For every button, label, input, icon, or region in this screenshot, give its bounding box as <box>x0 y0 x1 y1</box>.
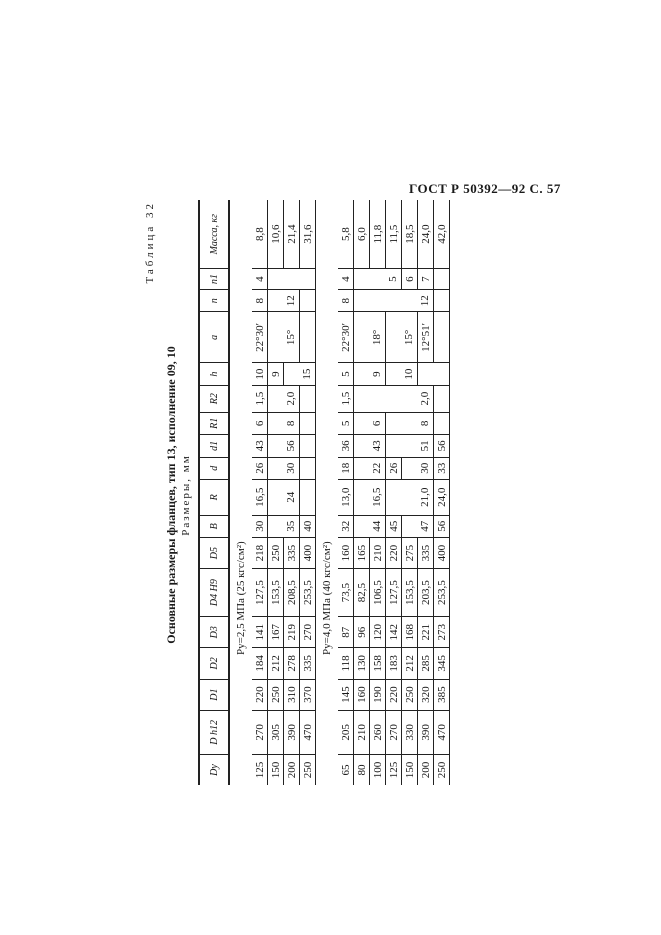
table-row <box>338 200 354 785</box>
cell-d2: 183 <box>386 648 402 679</box>
cell-d1: 51 <box>418 435 434 457</box>
cell-d1: 320 <box>418 679 434 710</box>
col-header: D h12 <box>199 710 229 754</box>
cell-r: 24 <box>284 479 300 515</box>
cell-d5: 220 <box>386 537 402 568</box>
cell-d4_h9: 106,5 <box>370 569 386 617</box>
cell-d4_h9: 82,5 <box>354 569 370 617</box>
cell-d_h12: 330 <box>402 710 418 754</box>
cell-d1: 385 <box>434 679 450 710</box>
cell-d: 30 <box>418 457 434 479</box>
cell-d3: 120 <box>370 617 386 648</box>
cell-d4_h9: 253,5 <box>434 569 450 617</box>
cell-mass: 8,8 <box>252 200 268 269</box>
cell-n1 <box>434 269 450 290</box>
cell-r1: 6 <box>370 412 386 435</box>
cell-h <box>284 363 300 385</box>
col-header: D5 <box>199 537 229 568</box>
cell-b: 45 <box>386 515 402 537</box>
cell-mass: 24,0 <box>418 200 434 269</box>
cell-n1 <box>268 269 284 290</box>
cell-n1: 5 <box>386 269 402 290</box>
section-label: Py=2,5 МПа (25 кгс/см²) <box>235 541 247 655</box>
cell-d_h12: 210 <box>354 710 370 754</box>
cell-r1: 8 <box>284 412 300 435</box>
cell-mass: 21,4 <box>284 200 300 269</box>
cell-n <box>434 290 450 312</box>
cell-r1 <box>300 412 316 435</box>
cell-d3: 168 <box>402 617 418 648</box>
col-header: n <box>199 290 229 312</box>
cell-a <box>354 312 370 363</box>
table-row <box>434 200 450 785</box>
cell-a <box>300 312 316 363</box>
cell-h <box>386 363 402 385</box>
cell-mass: 11,5 <box>386 200 402 269</box>
table-body <box>229 200 450 785</box>
cell-d4_h9: 253,5 <box>300 569 316 617</box>
cell-h <box>354 363 370 385</box>
cell-b: 30 <box>252 515 268 537</box>
cell-h: 9 <box>370 363 386 385</box>
cell-d: 18 <box>338 457 354 479</box>
cell-b: 32 <box>338 515 354 537</box>
cell-d4_h9: 73,5 <box>338 569 354 617</box>
cell-d2: 285 <box>418 648 434 679</box>
section-label-row <box>316 200 339 785</box>
cell-dy: 200 <box>284 755 300 785</box>
cell-d1: 250 <box>268 679 284 710</box>
cell-d1: 145 <box>338 679 354 710</box>
cell-n <box>354 290 370 312</box>
cell-r: 21,0 <box>418 479 434 515</box>
cell-d3: 96 <box>354 617 370 648</box>
table-title: Основные размеры фланцев, тип 13, исполнение 09, 10 <box>164 346 178 644</box>
cell-d2: 335 <box>300 648 316 679</box>
cell-dy: 65 <box>338 755 354 785</box>
cell-a: 22°30′ <box>252 312 268 363</box>
running-head: ГОСТ Р 50392—92 С. 57 <box>409 181 561 196</box>
cell-h: 9 <box>268 363 284 385</box>
cell-r2: 1,5 <box>338 385 354 412</box>
cell-d2: 345 <box>434 648 450 679</box>
cell-d5: 275 <box>402 537 418 568</box>
cell-r2 <box>370 385 386 412</box>
cell-d5: 218 <box>252 537 268 568</box>
section-label: Py=4,0 МПа (40 кгс/см²) <box>321 541 333 655</box>
cell-d1: 310 <box>284 679 300 710</box>
cell-d_h12: 470 <box>434 710 450 754</box>
cell-d_h12: 205 <box>338 710 354 754</box>
cell-d5: 160 <box>338 537 354 568</box>
cell-a: 15° <box>402 312 418 363</box>
cell-r2 <box>386 385 402 412</box>
cell-d1: 220 <box>252 679 268 710</box>
cell-n1 <box>354 269 370 290</box>
cell-d2: 212 <box>268 648 284 679</box>
cell-d4_h9: 203,5 <box>418 569 434 617</box>
cell-dy: 250 <box>300 755 316 785</box>
cell-d1: 43 <box>370 435 386 457</box>
cell-mass: 42,0 <box>434 200 450 269</box>
cell-r1: 8 <box>418 412 434 435</box>
cell-n: 8 <box>252 290 268 312</box>
flange-dimensions-table <box>198 200 450 785</box>
cell-d3: 270 <box>300 617 316 648</box>
cell-d <box>300 457 316 479</box>
cell-d1: 370 <box>300 679 316 710</box>
cell-a <box>434 312 450 363</box>
cell-d3: 142 <box>386 617 402 648</box>
cell-d4_h9: 153,5 <box>268 569 284 617</box>
cell-d <box>354 457 370 479</box>
cell-r2 <box>300 385 316 412</box>
table-row <box>370 200 386 785</box>
cell-r2 <box>434 385 450 412</box>
cell-r <box>386 479 402 515</box>
cell-n1: 4 <box>338 269 354 290</box>
cell-d1 <box>300 435 316 457</box>
cell-d1 <box>386 435 402 457</box>
cell-d_h12: 390 <box>284 710 300 754</box>
cell-d3: 221 <box>418 617 434 648</box>
cell-mass: 6,0 <box>354 200 370 269</box>
cell-r2 <box>354 385 370 412</box>
cell-a: 18° <box>370 312 386 363</box>
cell-a: 15° <box>284 312 300 363</box>
cell-h <box>418 363 434 385</box>
table-row <box>284 200 300 785</box>
col-header: Масса, кг <box>199 200 229 269</box>
col-header: Dy <box>199 755 229 785</box>
cell-n: 8 <box>338 290 354 312</box>
cell-mass: 5,8 <box>338 200 354 269</box>
cell-r1: 6 <box>252 412 268 435</box>
cell-n1: 6 <box>402 269 418 290</box>
cell-d_h12: 270 <box>252 710 268 754</box>
cell-b: 35 <box>284 515 300 537</box>
cell-d4_h9: 127,5 <box>386 569 402 617</box>
cell-d3: 141 <box>252 617 268 648</box>
cell-r1: 5 <box>338 412 354 435</box>
cell-d: 30 <box>284 457 300 479</box>
cell-r <box>268 479 284 515</box>
table-row <box>252 200 268 785</box>
table-label: Таблица 32 <box>144 201 156 284</box>
cell-d1: 43 <box>252 435 268 457</box>
cell-d2: 130 <box>354 648 370 679</box>
cell-d2: 158 <box>370 648 386 679</box>
col-header: h <box>199 363 229 385</box>
col-header: d1 <box>199 435 229 457</box>
cell-a <box>386 312 402 363</box>
cell-d2: 184 <box>252 648 268 679</box>
cell-b: 44 <box>370 515 386 537</box>
cell-d2: 118 <box>338 648 354 679</box>
cell-r2: 2,0 <box>418 385 434 412</box>
cell-d: 26 <box>386 457 402 479</box>
cell-d2: 278 <box>284 648 300 679</box>
cell-n <box>402 290 418 312</box>
cell-d_h12: 270 <box>386 710 402 754</box>
cell-n1: 4 <box>252 269 268 290</box>
cell-r: 16,5 <box>370 479 386 515</box>
cell-r2 <box>402 385 418 412</box>
cell-dy: 125 <box>386 755 402 785</box>
cell-mass: 10,6 <box>268 200 284 269</box>
cell-a: 12°51′ <box>418 312 434 363</box>
cell-d4_h9: 153,5 <box>402 569 418 617</box>
cell-n <box>370 290 386 312</box>
table-row <box>418 200 434 785</box>
table-row <box>354 200 370 785</box>
col-header: n1 <box>199 269 229 290</box>
cell-dy: 100 <box>370 755 386 785</box>
cell-b: 56 <box>434 515 450 537</box>
cell-h: 10 <box>252 363 268 385</box>
cell-r <box>402 479 418 515</box>
cell-r1 <box>402 412 418 435</box>
cell-r2: 1,5 <box>252 385 268 412</box>
cell-mass: 11,8 <box>370 200 386 269</box>
cell-n: 12 <box>418 290 434 312</box>
cell-dy: 250 <box>434 755 450 785</box>
cell-d: 22 <box>370 457 386 479</box>
section-label-row <box>229 200 252 785</box>
cell-r1 <box>354 412 370 435</box>
cell-r: 16,5 <box>252 479 268 515</box>
cell-d1 <box>268 435 284 457</box>
cell-r2: 2,0 <box>284 385 300 412</box>
cell-b <box>354 515 370 537</box>
cell-d5: 400 <box>300 537 316 568</box>
cell-r <box>300 479 316 515</box>
cell-d4_h9: 127,5 <box>252 569 268 617</box>
cell-n: 12 <box>284 290 300 312</box>
cell-d <box>402 457 418 479</box>
cell-h: 10 <box>402 363 418 385</box>
cell-r: 13,0 <box>338 479 354 515</box>
cell-r1 <box>268 412 284 435</box>
col-header: R1 <box>199 412 229 435</box>
cell-d <box>268 457 284 479</box>
cell-b <box>268 515 284 537</box>
col-header: D3 <box>199 617 229 648</box>
cell-d1: 220 <box>386 679 402 710</box>
table-row <box>268 200 284 785</box>
cell-d5: 335 <box>418 537 434 568</box>
col-header: d <box>199 457 229 479</box>
cell-dy: 150 <box>402 755 418 785</box>
cell-r <box>354 479 370 515</box>
cell-n <box>300 290 316 312</box>
cell-d1 <box>354 435 370 457</box>
cell-d_h12: 305 <box>268 710 284 754</box>
col-header: D4 H9 <box>199 569 229 617</box>
cell-d1: 56 <box>434 435 450 457</box>
cell-d3: 273 <box>434 617 450 648</box>
cell-n1: 7 <box>418 269 434 290</box>
table-row <box>402 200 418 785</box>
cell-a <box>268 312 284 363</box>
cell-d1: 36 <box>338 435 354 457</box>
cell-d_h12: 260 <box>370 710 386 754</box>
cell-d4_h9: 208,5 <box>284 569 300 617</box>
cell-b: 47 <box>418 515 434 537</box>
cell-d1: 250 <box>402 679 418 710</box>
cell-d3: 167 <box>268 617 284 648</box>
cell-h: 5 <box>338 363 354 385</box>
cell-r1 <box>434 412 450 435</box>
cell-d: 33 <box>434 457 450 479</box>
col-header: R2 <box>199 385 229 412</box>
cell-dy: 200 <box>418 755 434 785</box>
col-header: D2 <box>199 648 229 679</box>
cell-d1 <box>402 435 418 457</box>
cell-n1 <box>300 269 316 290</box>
cell-dy: 150 <box>268 755 284 785</box>
cell-d3: 219 <box>284 617 300 648</box>
col-header: B <box>199 515 229 537</box>
rotated-table-block <box>140 195 560 795</box>
cell-h: 15 <box>300 363 316 385</box>
cell-d1: 190 <box>370 679 386 710</box>
cell-b <box>402 515 418 537</box>
cell-dy: 125 <box>252 755 268 785</box>
cell-dy: 80 <box>354 755 370 785</box>
cell-h <box>434 363 450 385</box>
cell-a: 22°30′ <box>338 312 354 363</box>
cell-d: 26 <box>252 457 268 479</box>
cell-d5: 210 <box>370 537 386 568</box>
cell-mass: 31,6 <box>300 200 316 269</box>
cell-mass: 18,5 <box>402 200 418 269</box>
cell-r: 24,0 <box>434 479 450 515</box>
cell-d1: 160 <box>354 679 370 710</box>
col-header: D1 <box>199 679 229 710</box>
header-row <box>199 200 229 785</box>
table-row <box>300 200 316 785</box>
cell-d1: 56 <box>284 435 300 457</box>
col-header: R <box>199 479 229 515</box>
cell-d5: 400 <box>434 537 450 568</box>
cell-r2 <box>268 385 284 412</box>
cell-d3: 87 <box>338 617 354 648</box>
cell-d5: 250 <box>268 537 284 568</box>
cell-n1 <box>284 269 300 290</box>
cell-n <box>386 290 402 312</box>
cell-b: 40 <box>300 515 316 537</box>
cell-n <box>268 290 284 312</box>
cell-n1 <box>370 269 386 290</box>
col-header: a <box>199 312 229 363</box>
cell-r1 <box>386 412 402 435</box>
table-row <box>386 200 402 785</box>
cell-d5: 335 <box>284 537 300 568</box>
cell-d_h12: 470 <box>300 710 316 754</box>
cell-d2: 212 <box>402 648 418 679</box>
cell-d5: 165 <box>354 537 370 568</box>
cell-d_h12: 390 <box>418 710 434 754</box>
table-subtitle: Размеры, мм <box>180 454 192 536</box>
